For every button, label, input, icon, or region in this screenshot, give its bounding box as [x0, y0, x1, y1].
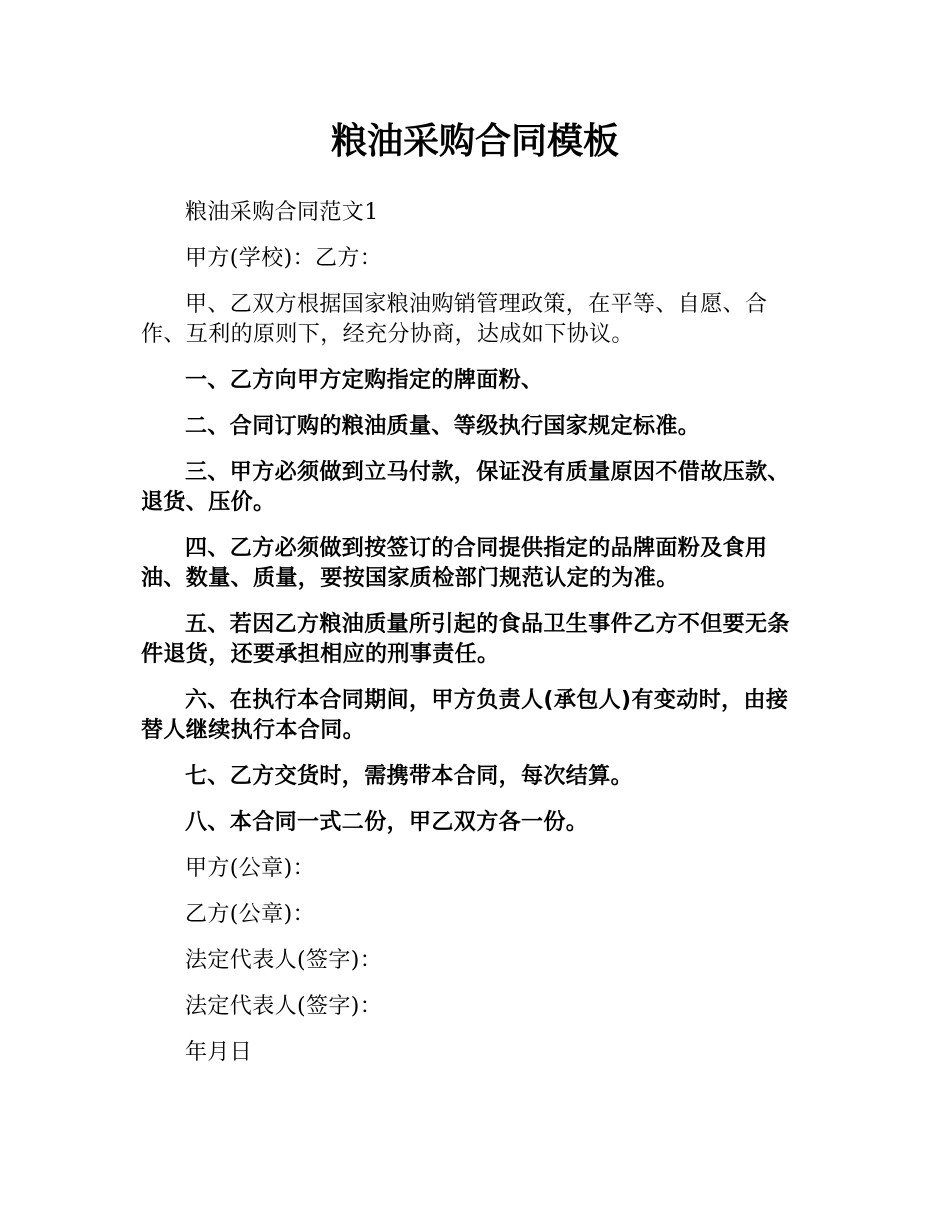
clause-8: 八、本合同一式二份，甲乙双方各一份。 — [185, 810, 589, 835]
signature-legal-rep-a: 法定代表人(签字)： — [185, 948, 383, 973]
clause-6: 六、在执行本合同期间，甲方负责人(承包人)有变动时，由接替人继续执行本合同。 — [141, 688, 789, 743]
clause-2: 二、合同订购的粮油质量、等级执行国家规定标准。 — [185, 414, 701, 439]
paragraph-subtitle: 粮油采购合同范文1 — [185, 200, 379, 225]
clause-3: 三、甲方必须做到立马付款，保证没有质量原因不借故压款、退货、压价。 — [141, 460, 790, 515]
clause-5: 五、若因乙方粮油质量所引起的食品卫生事件乙方不但要无条件退货，还要承担相应的刑事责任。 — [141, 612, 790, 667]
signature-legal-rep-b: 法定代表人(签字)： — [185, 994, 383, 1019]
clause-7: 七、乙方交货时，需携带本合同，每次结算。 — [185, 764, 634, 789]
paragraph-parties: 甲方(学校)：乙方： — [185, 246, 383, 271]
document-title: 粮油采购合同模板 — [330, 121, 619, 162]
signature-date: 年月日 — [185, 1040, 253, 1065]
clause-4: 四、乙方必须做到按签订的合同提供指定的品牌面粉及食用油、数量、质量，要按国家质检部门规范认定的为准。 — [141, 536, 768, 591]
document-body — [141, 198, 809, 1084]
signature-party-a-seal: 甲方(公章)： — [185, 856, 315, 881]
paragraph-preamble: 甲、乙双方根据国家粮油购销管理政策，在平等、自愿、合作、互利的原则下，经充分协商，达成如下协议。 — [141, 292, 768, 347]
clause-1: 一、乙方向甲方定购指定的牌面粉、 — [185, 368, 544, 393]
signature-party-b-seal: 乙方(公章)： — [185, 902, 315, 927]
